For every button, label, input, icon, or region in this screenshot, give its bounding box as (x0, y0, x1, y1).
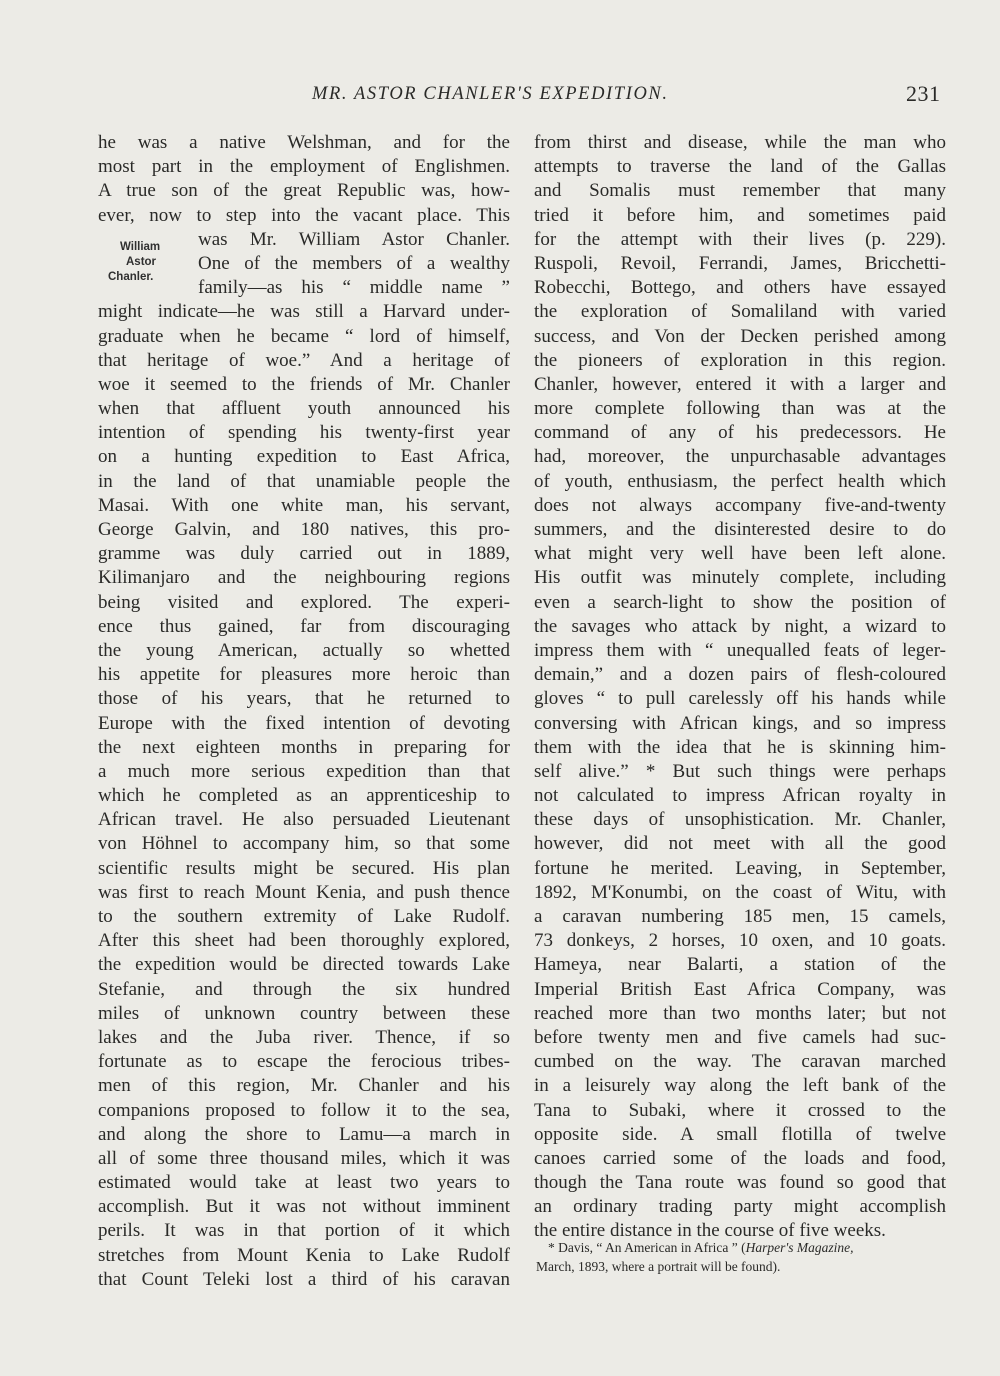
text-line: which he completed as an apprenticeship to (98, 785, 510, 807)
text-line: those of his years, that he returned to (98, 688, 510, 710)
text-line: most part in the employment of Englishmen. (98, 156, 510, 178)
text-line: an ordinary trading party might accomplish (534, 1196, 946, 1218)
text-line: woe it seemed to the friends of Mr. Chanler (98, 373, 510, 395)
text-line: conversing with African kings, and so impress (534, 712, 946, 734)
text-line: ence thus gained, far from discouraging (98, 615, 510, 637)
text-line: the next eighteen months in preparing for (98, 736, 510, 758)
text-line: a much more serious expedition than that (98, 760, 510, 782)
text-line: fortunate as to escape the ferocious tribes- (98, 1051, 510, 1073)
text-line: however, did not meet with all the good (534, 833, 946, 855)
text-line: George Galvin, and 180 natives, this pro- (98, 519, 510, 540)
text-line: accomplish. But it was not without imminent (98, 1196, 510, 1218)
text-line: gramme was duly carried out in 1889, (98, 543, 510, 565)
text-line: on a hunting expedition to East Africa, (98, 446, 510, 468)
text-line: self alive.” * But such things were perhaps (534, 760, 946, 782)
text-line: when that affluent youth announced his (98, 398, 510, 420)
text-line: Chanler, however, entered it with a larger and (534, 373, 946, 395)
text-line: tried it before him, and sometimes paid (534, 204, 946, 226)
text-line: graduate when he became “ lord of himself, (98, 325, 510, 347)
text-line: them with the idea that he is skinning him- (534, 736, 946, 758)
text-line: he was a native Welshman, and for the (98, 132, 510, 153)
text-line: from thirst and disease, while the man who (534, 132, 946, 153)
text-line: and Somalis must remember that many (534, 180, 946, 202)
text-line: 1892, M'Konumbi, on the coast of Witu, with (534, 881, 946, 903)
text-line: companions proposed to follow it to the sea, (98, 1099, 510, 1121)
text-line: in the land of that unamiable people the (98, 470, 510, 492)
footnote (536, 1238, 948, 1276)
text-line: Imperial British East Africa Company, was (534, 978, 946, 1000)
sidenote-line: Chanler. (108, 271, 154, 283)
text-line: intention of spending his twenty-first year (98, 422, 510, 444)
text-line: His outfit was minutely complete, including (534, 567, 946, 589)
text-line: demain,” and a dozen pairs of flesh-coloured (534, 664, 946, 686)
text-line: success, and Von der Decken perished among (534, 325, 946, 347)
text-line: might indicate—he was still a Harvard under- (98, 301, 510, 323)
sidenote-line: William (120, 241, 161, 253)
text-line: men of this region, Mr. Chanler and his (98, 1075, 510, 1097)
text-line: One of the members of a wealthy (198, 252, 510, 274)
text-line: of youth, enthusiasm, the perfect health which (534, 470, 946, 492)
footnote-magazine-title: Harper's Magazine, (745, 1240, 854, 1255)
sidenote-line: Astor (126, 255, 157, 268)
text-line: the exploration of Somaliland with varied (534, 301, 946, 323)
text-line: Tana to Subaki, where it crossed to the (534, 1099, 946, 1121)
right-column (534, 131, 946, 1244)
text-line: the young American, actually so whetted (98, 639, 510, 661)
text-line: Kilimanjaro and the neighbouring regions (98, 567, 510, 589)
text-line: stretches from Mount Kenia to Lake Rudolf (98, 1244, 510, 1266)
text-line: scientific results might be secured. His plan (98, 857, 510, 879)
text-line: all of some three thousand miles, which it was (98, 1147, 510, 1169)
text-line: before twenty men and five camels had suc- (534, 1026, 946, 1048)
page-number: 231 (906, 81, 941, 106)
text-line: Robecchi, Bottego, and others have essayed (534, 277, 946, 299)
text-line: estimated would take at least two years to (98, 1172, 510, 1194)
text-line: attempts to traverse the land of the Gallas (534, 156, 946, 178)
text-line: gloves “ to pull carelessly off his hands while (534, 688, 946, 710)
text-line: African travel. He also persuaded Lieutenant (98, 809, 510, 831)
text-line: fortune he merited. Leaving, in September, (534, 857, 946, 879)
text-line: in a leisurely way along the left bank of the (534, 1075, 946, 1097)
text-line: that Count Teleki lost a third of his caravan (98, 1268, 510, 1290)
text-line: von Höhnel to accompany him, so that some (98, 833, 510, 855)
text-line: had, moreover, the unpurchasable advantages (534, 446, 946, 468)
text-line: was Mr. William Astor Chanler. (198, 228, 510, 250)
text-line: his appetite for pleasures more heroic than (98, 664, 510, 686)
text-line: being visited and explored. The experi- (98, 591, 510, 613)
text-line: Masai. With one white man, his servant, (98, 494, 510, 516)
margin-sidenote (104, 240, 184, 285)
text-line: not calculated to impress African royalty in (534, 785, 946, 807)
text-line: cumbed on the way. The caravan marched (534, 1051, 946, 1073)
text-line: these days of unsophistication. Mr. Chanler, (534, 809, 946, 831)
text-line: ever, now to step into the vacant place. This (98, 204, 510, 226)
text-line: the entire distance in the course of five weeks. (534, 1220, 886, 1242)
running-title: MR. ASTOR CHANLER'S EXPEDITION. (312, 84, 669, 104)
text-line: even a search-light to show the position of (534, 591, 946, 613)
text-line: summers, and the disinterested desire to do (534, 519, 946, 540)
text-line: family—as his “ middle name ” (198, 277, 510, 299)
text-line: command of any of his predecessors. He (534, 422, 946, 444)
text-line: that heritage of woe.” And a heritage of (98, 349, 510, 371)
text-line: a caravan numbering 185 men, 15 camels, (534, 906, 946, 927)
text-line: perils. It was in that portion of it which (98, 1220, 510, 1242)
text-line: opposite side. A small flotilla of twelve (534, 1123, 946, 1145)
text-line: After this sheet had been thoroughly explored, (98, 930, 510, 952)
footnote-line: March, 1893, where a portrait will be found). (536, 1259, 781, 1274)
running-header (0, 81, 1000, 112)
text-line: the savages who attack by night, a wizard to (534, 615, 946, 637)
text-line: impress them with “ unequalled feats of leger- (534, 639, 946, 661)
text-line: Ruspoli, Revoil, Ferrandi, James, Bricchetti- (534, 252, 946, 274)
text-line: canoes carried some of the loads and food, (534, 1147, 946, 1169)
text-line: 73 donkeys, 2 horses, 10 oxen, and 10 goats. (534, 930, 946, 952)
text-line: the expedition would be directed towards Lake (98, 954, 510, 976)
text-line: the pioneers of exploration in this region. (534, 349, 946, 371)
text-line: and along the shore to Lamu—a march in (98, 1123, 510, 1145)
text-line: lakes and the Juba river. Thence, if so (98, 1026, 510, 1048)
text-line: does not always accompany five-and-twenty (534, 494, 946, 516)
text-line: for the attempt with their lives (p. 229). (534, 228, 946, 250)
text-line: miles of unknown country between these (98, 1002, 510, 1024)
text-line: Europe with the fixed intention of devoting (98, 712, 510, 734)
text-line: Hameya, near Balarti, a station of the (534, 954, 946, 976)
text-line: A true son of the great Republic was, how- (98, 180, 510, 202)
text-line: was first to reach Mount Kenia, and push thence (98, 881, 510, 903)
text-line: Stefanie, and through the six hundred (98, 978, 510, 1000)
footnote-citation: * Davis, “ An American in Africa ” ( (548, 1240, 746, 1255)
text-line: more complete following than was at the (534, 398, 946, 420)
text-line: to the southern extremity of Lake Rudolf. (98, 906, 510, 927)
footnote-line (548, 1238, 948, 1257)
text-line: reached more than two months later; but not (534, 1002, 946, 1024)
text-line: though the Tana route was found so good that (534, 1172, 946, 1194)
left-column (98, 131, 510, 1292)
text-line: what might very well have been left alone. (534, 543, 946, 565)
